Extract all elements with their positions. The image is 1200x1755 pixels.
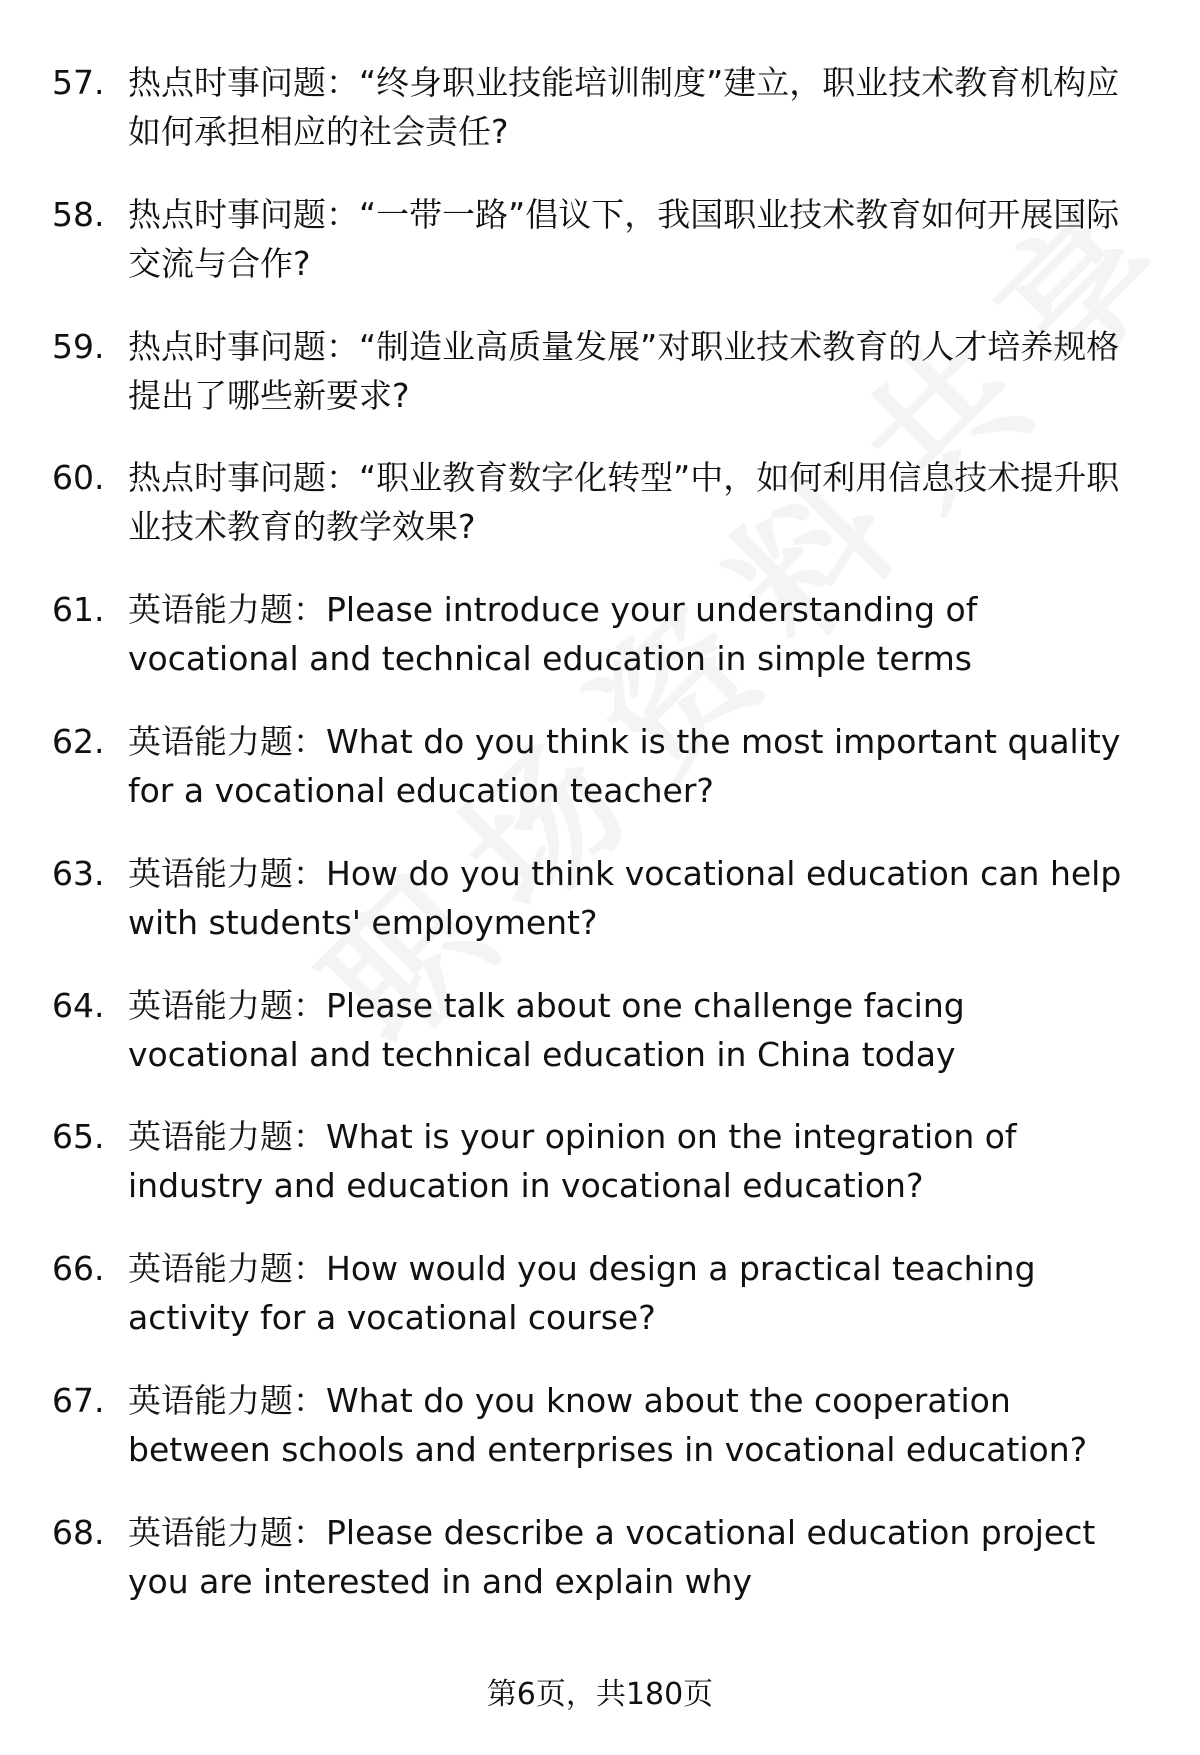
question-number: 59. — [52, 326, 105, 366]
question-text: 英语能力题：Please talk about one challenge facing vocational and technical education in China today — [128, 985, 965, 1074]
question-text: 英语能力题：What do you think is the most important quality for a vocational education teacher? — [128, 721, 1121, 810]
question-list — [52, 58, 1152, 1640]
question-text: 英语能力题：How do you think vocational education can help with students' employment? — [128, 853, 1122, 942]
question-text: 英语能力题：How would you design a practical teaching activity for a vocational course? — [128, 1249, 1036, 1338]
list-item — [52, 1112, 1152, 1244]
list-item — [52, 190, 1152, 322]
question-number: 65. — [52, 1117, 105, 1157]
question-number: 62. — [52, 721, 105, 761]
question-text: 热点时事问题：“职业教育数字化转型”中，如何利用信息技术提升职业技术教育的教学效果? — [128, 458, 1120, 547]
question-number: 58. — [52, 194, 105, 234]
question-text: 英语能力题：What do you know about the cooperation between schools and enterprises in vocational education? — [128, 1380, 1088, 1469]
list-item — [52, 849, 1152, 981]
question-text: 热点时事问题：“制造业高质量发展”对职业技术教育的人才培养规格提出了哪些新要求? — [128, 326, 1120, 415]
question-number: 66. — [52, 1249, 105, 1289]
question-number: 67. — [52, 1380, 105, 1420]
list-item — [52, 322, 1152, 454]
list-item — [52, 58, 1152, 190]
question-text: 英语能力题：Please describe a vocational education project you are interested in and explain why — [128, 1512, 1096, 1601]
question-number: 68. — [52, 1512, 105, 1552]
question-number: 63. — [52, 853, 105, 893]
question-text: 英语能力题：Please introduce your understanding of vocational and technical education in simple terms — [128, 590, 978, 679]
question-number: 60. — [52, 458, 105, 498]
question-text: 热点时事问题：“一带一路”倡议下，我国职业技术教育如何开展国际交流与合作? — [128, 194, 1120, 283]
list-item — [52, 981, 1152, 1113]
question-text: 热点时事问题：“终身职业技能培训制度”建立，职业技术教育机构应如何承担相应的社会责任? — [128, 63, 1120, 151]
list-item — [52, 717, 1152, 849]
question-number: 64. — [52, 985, 105, 1025]
list-item — [52, 453, 1152, 585]
page-number-label: 第6页，共180页 — [486, 1677, 714, 1712]
list-item — [52, 585, 1152, 717]
question-number: 61. — [52, 590, 105, 630]
list-item — [52, 1508, 1152, 1640]
list-item — [52, 1376, 1152, 1508]
question-number: 57. — [52, 63, 105, 102]
list-item — [52, 1244, 1152, 1376]
question-text: 英语能力题：What is your opinion on the integration of industry and education in vocational education? — [128, 1117, 1017, 1206]
